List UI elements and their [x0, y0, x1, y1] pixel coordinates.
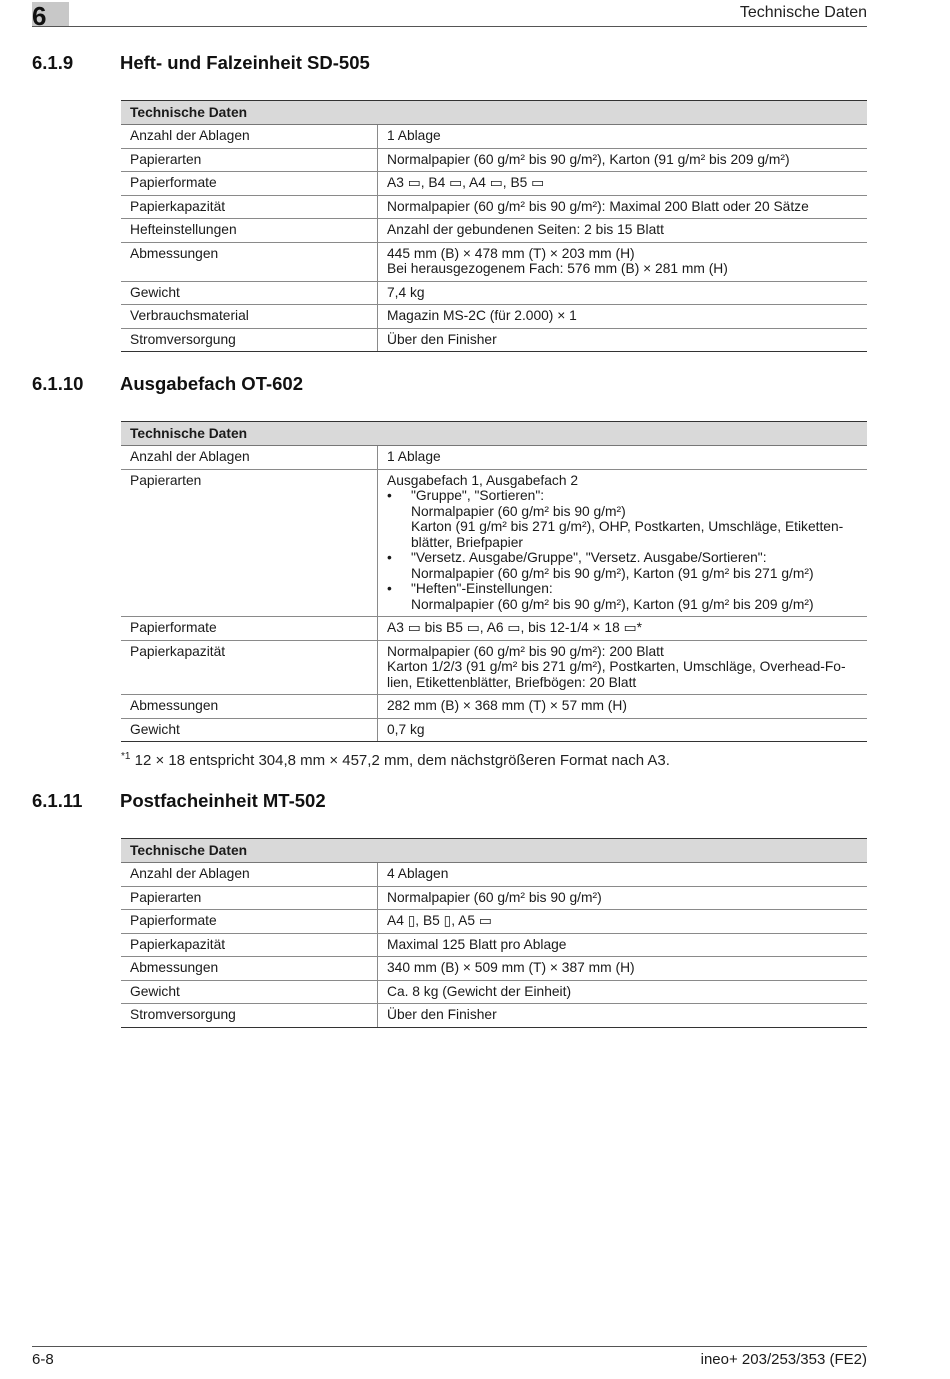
table-row [121, 910, 867, 934]
section-number: 6.1.11 [32, 790, 83, 811]
spec-label: Papierarten [121, 469, 378, 617]
page-header-title: Technische Daten [739, 4, 867, 21]
spec-value-line: Normalpapier (60 g/m² bis 90 g/m²), Karton (91 g/m² bis 209 g/m²) [387, 151, 790, 167]
spec-label: Papierarten [121, 886, 378, 910]
section-heading-mt502 [32, 790, 326, 812]
table-row [121, 695, 867, 719]
table-row [121, 863, 867, 887]
spec-value-line: A3 ▭, B4 ▭, A4 ▭, B5 ▭ [387, 175, 545, 190]
spec-value-line: 340 mm (B) × 509 mm (T) × 387 mm (H) [387, 960, 635, 975]
spec-value-line: 282 mm (B) × 368 mm (T) × 57 mm (H) [387, 698, 627, 713]
spec-value [378, 195, 868, 219]
spec-value-line: A4 ▯, B5 ▯, A5 ▭ [387, 913, 492, 928]
spec-value [378, 863, 868, 887]
section-heading-sd505 [32, 52, 370, 74]
spec-value-line: Normalpapier (60 g/m² bis 90 g/m²) [387, 889, 602, 905]
section-number: 6.1.9 [32, 52, 74, 73]
spec-value [378, 469, 868, 617]
spec-label: Abmessungen [121, 242, 378, 281]
table-row [121, 469, 867, 617]
spec-value-line: 1 Ablage [387, 449, 441, 464]
spec-label: Stromversorgung [121, 328, 378, 352]
spec-label: Papierformate [121, 172, 378, 196]
spec-value [378, 695, 868, 719]
bullet-line: blätter, Briefpapier [411, 534, 523, 550]
spec-value [378, 242, 868, 281]
spec-value [378, 125, 868, 149]
table-header: Technische Daten [121, 422, 867, 446]
spec-label: Anzahl der Ablagen [121, 125, 378, 149]
chapter-number: 6 [32, 1, 47, 31]
spec-value-line: 7,4 kg [387, 284, 425, 300]
section-number: 6.1.10 [32, 373, 84, 394]
bullet-item: • "Versetz. Ausgabe/Gruppe", "Versetz. Ausgabe/Sortieren": [387, 550, 858, 566]
footer-divider [32, 1346, 867, 1347]
bullet-line: Normalpapier (60 g/m² bis 90 g/m²) [411, 503, 626, 519]
table-row [121, 933, 867, 957]
spec-value [378, 910, 868, 934]
section-title: Postfacheinheit MT-502 [120, 790, 326, 811]
table-row [121, 195, 867, 219]
spec-label: Papierformate [121, 910, 378, 934]
bullet-line: Normalpapier (60 g/m² bis 90 g/m²), Karton (91 g/m² bis 209 g/m²) [411, 596, 814, 612]
table-row [121, 957, 867, 981]
spec-value-line: 0,7 kg [387, 721, 425, 737]
spec-value-line: Karton 1/2/3 (91 g/m² bis 271 g/m²), Postkarten, Umschläge, Overhead-Fo- [387, 659, 846, 674]
spec-table-sd505 [121, 100, 867, 352]
spec-value [378, 172, 868, 196]
table-row [121, 1004, 867, 1028]
table-row [121, 148, 867, 172]
table-row [121, 125, 867, 149]
table-row [121, 886, 867, 910]
spec-label: Stromversorgung [121, 1004, 378, 1028]
spec-label: Abmessungen [121, 695, 378, 719]
spec-label: Papierkapazität [121, 640, 378, 695]
table-row [121, 640, 867, 695]
spec-table-mt502 [121, 838, 867, 1028]
bullet-item: • "Gruppe", "Sortieren": [387, 488, 858, 504]
header-divider [32, 26, 867, 27]
spec-value [378, 305, 868, 329]
spec-value-line: lien, Etikettenblätter, Briefbögen: 20 Blatt [387, 674, 637, 690]
spec-value [378, 957, 868, 981]
spec-value-line: 4 Ablagen [387, 866, 449, 881]
spec-value [378, 980, 868, 1004]
bullet-line: Normalpapier (60 g/m² bis 90 g/m²), Karton (91 g/m² bis 271 g/m²) [411, 565, 814, 581]
spec-value [378, 933, 868, 957]
section-heading-ot602 [32, 373, 303, 395]
table-row [121, 172, 867, 196]
spec-label: Verbrauchsmaterial [121, 305, 378, 329]
bullet-item: • "Heften"-Einstellungen: [387, 581, 858, 597]
spec-value [378, 148, 868, 172]
footnote-mark: *1 [121, 751, 131, 762]
spec-value-line: Magazin MS-2C (für 2.000) × 1 [387, 308, 577, 323]
footnote [121, 751, 670, 769]
table-row [121, 242, 867, 281]
table-row [121, 219, 867, 243]
product-name: ineo+ 203/253/353 (FE2) [700, 1351, 867, 1368]
spec-label: Anzahl der Ablagen [121, 863, 378, 887]
spec-value [378, 219, 868, 243]
spec-value-line: 445 mm (B) × 478 mm (T) × 203 mm (H) [387, 245, 635, 261]
spec-value [378, 617, 868, 641]
table-row [121, 328, 867, 352]
table-row [121, 446, 867, 470]
spec-value-line: Ausgabefach 1, Ausgabefach 2 [387, 472, 579, 488]
spec-value [378, 1004, 868, 1028]
spec-label: Gewicht [121, 980, 378, 1004]
bullet-line: Karton (91 g/m² bis 271 g/m²), OHP, Postkarten, Umschläge, Etiketten- [411, 519, 844, 534]
table-row [121, 718, 867, 742]
table-header-row [121, 422, 867, 446]
spec-label: Papierkapazität [121, 195, 378, 219]
spec-value [378, 446, 868, 470]
spec-value-line: Ca. 8 kg (Gewicht der Einheit) [387, 983, 572, 999]
spec-value-line: Über den Finisher [387, 1007, 497, 1022]
table-row [121, 281, 867, 305]
footnote-text: 12 × 18 entspricht 304,8 mm × 457,2 mm, dem nächstgrößeren Format nach A3. [134, 752, 670, 769]
table-header: Technische Daten [121, 839, 867, 863]
table-row [121, 980, 867, 1004]
table-row [121, 617, 867, 641]
spec-label: Gewicht [121, 718, 378, 742]
spec-value [378, 281, 868, 305]
table-row [121, 305, 867, 329]
section-title: Heft- und Falzeinheit SD-505 [120, 52, 370, 73]
table-header: Technische Daten [121, 101, 867, 125]
section-title: Ausgabefach OT-602 [120, 373, 304, 394]
spec-label: Anzahl der Ablagen [121, 446, 378, 470]
table-header-row [121, 839, 867, 863]
spec-label: Papierformate [121, 617, 378, 641]
spec-value-line: Anzahl der gebundenen Seiten: 2 bis 15 Blatt [387, 222, 664, 237]
spec-value-line: Bei herausgezogenem Fach: 576 mm (B) × 281 mm (H) [387, 261, 728, 276]
spec-value [378, 718, 868, 742]
spec-label: Hefteinstellungen [121, 219, 378, 243]
spec-value-line: Normalpapier (60 g/m² bis 90 g/m²): 200 Blatt [387, 643, 664, 659]
spec-value [378, 886, 868, 910]
spec-label: Papierkapazität [121, 933, 378, 957]
spec-table-ot602 [121, 421, 867, 742]
spec-value-line: Über den Finisher [387, 331, 497, 347]
spec-label: Gewicht [121, 281, 378, 305]
spec-label: Papierarten [121, 148, 378, 172]
page-number: 6-8 [32, 1351, 54, 1368]
spec-value-line: Normalpapier (60 g/m² bis 90 g/m²): Maximal 200 Blatt oder 20 Sätze [387, 198, 809, 214]
spec-value [378, 640, 868, 695]
spec-value-line: 1 Ablage [387, 128, 441, 143]
spec-value [378, 328, 868, 352]
table-header-row [121, 101, 867, 125]
spec-value-line: Maximal 125 Blatt pro Ablage [387, 936, 567, 952]
spec-label: Abmessungen [121, 957, 378, 981]
spec-value-line: A3 ▭ bis B5 ▭, A6 ▭, bis 12-1/4 × 18 ▭* [387, 620, 643, 635]
